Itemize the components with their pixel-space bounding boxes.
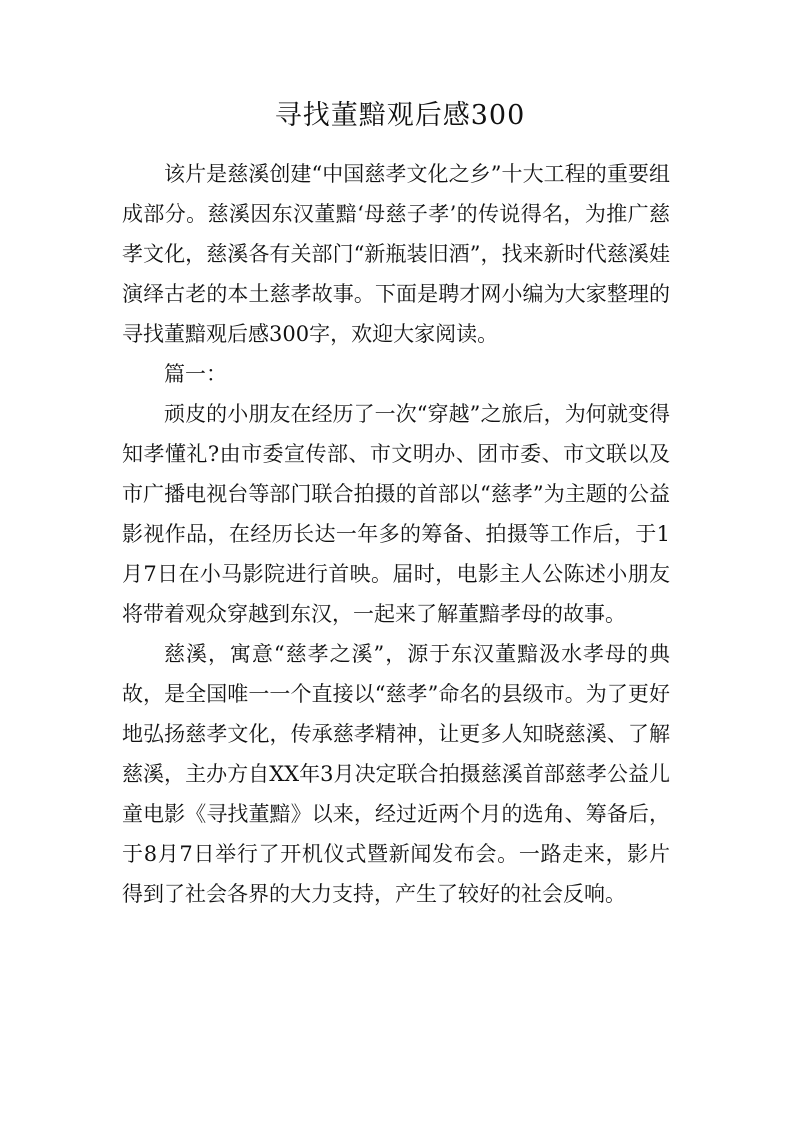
body-paragraph: 慈溪，寓意“慈孝之溪”，源于东汉董黯汲水孝母的典故，是全国唯一一个直接以“慈孝”命名的县级市。为了更好地弘扬慈孝文化，传承慈孝精神，让更多人知晓慈溪、了解慈溪，主办方自XX年3月决定联合拍摄慈溪首部慈孝公益儿童电影《寻找董黯》以来，经过近两个月的选角、筹备后，于8月7日举行了开机仪式暨新闻发布会。一路走来，影片得到了社会各界的大力支持，产生了较好的社会反响。 (122, 642, 670, 906)
body-paragraph: 顽皮的小朋友在经历了一次“穿越”之旅后，为何就变得知孝懂礼?由市委宣传部、市文明办、团市委、市文联以及市广播电视台等部门联合拍摄的首部以“慈孝”为主题的公益影视作品，在经历长达一年多的筹备、拍摄等工作后，于1月7日在小马影院进行首映。届时，电影主人公陈述小朋友将带着观众穿越到东汉，一起来了解董黯孝母的故事。 (122, 402, 670, 626)
intro-paragraph: 该片是慈溪创建“中国慈孝文化之乡”十大工程的重要组成部分。慈溪因东汉董黯‘母慈子孝’的传说得名，为推广慈孝文化，慈溪各有关部门“新瓶装旧酒”，找来新时代慈溪娃演绎古老的本土慈孝故事。下面是聘才网小编为大家整理的寻找董黯观后感300字，欢迎大家阅读。 (122, 162, 670, 346)
document-body (122, 154, 670, 914)
section-heading: 篇一： (164, 362, 227, 386)
document-title: 寻找董黯观后感300 (274, 100, 526, 131)
